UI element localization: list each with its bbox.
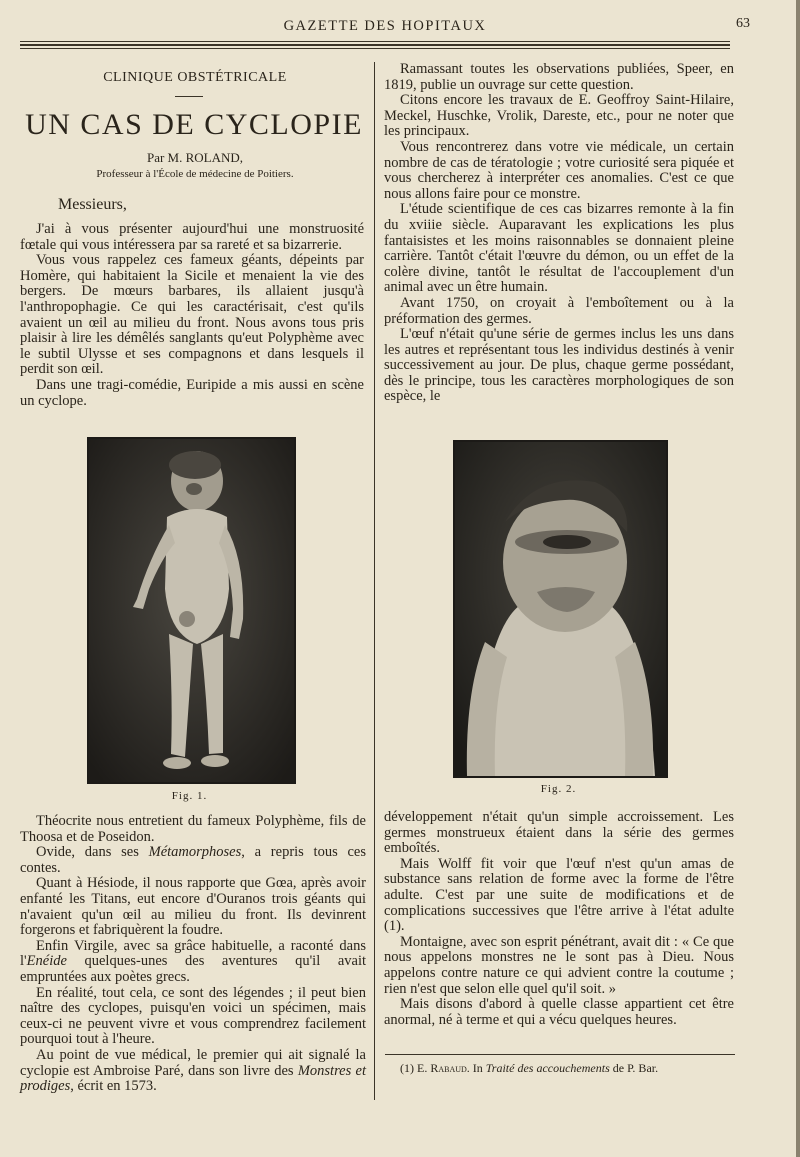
title-ornament-rule [175,96,203,97]
paragraph-text: Ovide, dans ses [36,844,149,861]
article-title: UN CAS DE CYCLOPIE [25,108,363,141]
paragraph-text: , a repris tous ces contes. [20,844,366,876]
column-divider [374,62,375,1100]
paragraph: Dans une tragi-comédie, Euripide a mis aussi en scène un cyclope. [20,376,364,409]
section-label: CLINIQUE OBSTÉTRICALE [103,70,287,85]
author-affiliation: Professeur à l'École de médecine de Poitiers. [96,168,294,180]
header-rule-thick [20,44,730,46]
page-number: 63 [736,16,750,31]
paragraph: développement n'était qu'un simple accroissement. Les germes monstrueux étaient dans la série des germes emboîtés. [384,809,734,857]
paragraph: Vous rencontrerez dans votre vie médicale, un certain nombre de cas de tératologie ; votre curiosité sera piquée et vous chercherez à interpréter ces anomalies. C'est ce que nous allons faire pour ce monstre. [384,138,734,202]
header-rule-thin [20,41,730,42]
page-edge [796,0,800,1157]
running-title: GAZETTE DES HOPITAUX [283,18,487,34]
infant-full-body-illustration [89,439,294,782]
footnote-marker: (1) E. [400,1061,431,1075]
paragraph: En réalité, tout cela, ce sont des légendes ; il peut bien naître des cyclopes, puisqu'en voici un spécimen, mais ceux-ci ne peuvent vivre et vous comprendrez facilement pourquoi tout à l'heure. [20,984,366,1048]
footnote-author: Rabaud [430,1061,467,1075]
paragraph: Citons encore les travaux de E. Geoffroy Saint-Hilaire, Meckel, Huschke, Vrolik, Dareste, etc., pour ne noter que les principaux. [384,92,734,140]
right-column-bottom [384,810,734,1028]
paragraph: Vous vous rappelez ces fameux géants, dépeints par Homère, qui habitaient la Sicile et menaient la vie des bergers. De mœurs barbares, ils allaient jusqu'à l'anthropophagie. Ce qui les caractérisait, c'est qu'ils avaient un œil au milieu du front. Nous avons tous pris plaisir à lire les démêlés sanglants qu'eut Polyphème avec le subtil Ulysse et ses compagnons et dans lesquels il perdit son œil. [20,252,364,378]
figure-1-caption: Fig. 1. [171,790,208,802]
paragraph: Avant 1750, on croyait à l'emboîtement ou à la préformation des germes. [384,294,734,327]
paragraph: Théocrite nous entretient du fameux Polyphème, fils de Thoosa et de Poseidon. [20,813,366,845]
paragraph: Ramassant toutes les observations publiées, Speer, en 1819, publie un ouvrage sur cette question. [384,61,734,93]
paragraph [20,939,366,986]
header-rule-lower [20,48,730,49]
paragraph-text: quelques-unes des aventures qu'il avait empruntées aux poètes grecs. [20,953,366,985]
footnote-text: de P. Bar. [609,1061,659,1075]
paragraph: J'ai à vous présenter aujourd'hui une monstruosité fœtale qui vous intéressera par sa rareté et sa bizarrerie. [20,221,364,253]
book-title-eneide: Enéide [26,953,67,970]
paragraph: Mais Wolff fit voir que l'œuf n'est qu'un amas de substance sans relation de forme avec la forme de l'être adulte. C'est par une suite de modifications et de complications successives que l'être arrive à l'état adulte (1). [384,855,734,935]
infant-head-closeup-illustration [455,442,666,776]
paragraph: L'œuf n'était qu'une série de germes inclus les uns dans les autres et représentant tous les individus destinés à venir successivement au jour. De plus, chaque germe possédant, dès le principe, tous les caractères morphologiques de son espèce, le [384,326,734,405]
left-column-bottom [20,814,366,1095]
footnote-rule [385,1054,735,1055]
footnote [400,1061,658,1076]
left-column-top [20,222,364,409]
right-column-top [384,62,734,405]
figure-1-photograph [87,437,296,784]
paragraph-text: , écrit en 1573. [70,1078,157,1095]
page-header [20,14,750,38]
paragraph: L'étude scientifique de ces cas bizarres remonte à la fin du xviiie siècle. Auparavant les explications les plus fantaisistes et les moins raisonnables se donnaient pleine carrière. Tantôt c'était l'œuvre du démon, ou un effet de la colère divine, tantôt le résultat de l'accouplement d'un animal avec un être humain. [384,201,734,296]
book-title-metamorphoses: Métamorphoses [148,844,242,861]
paragraph [20,845,366,876]
author-byline: Par M. ROLAND, [146,150,244,165]
book-title-monstres: Monstres et prodiges [20,1062,367,1095]
footnote-text: . In [466,1061,486,1075]
paragraph: Mais disons d'abord à quelle classe appartient cet être anormal, né à terme et qui a vécu quelques heures. [384,996,734,1028]
paragraph: Quant à Hésiode, il nous rapporte que Gœa, après avoir enfanté les Titans, eut encore d'Ouranos trois géants qui n'avaient qu'un œil au milieu du front. Ils devinrent forgerons et fabriquèrent la foudre. [20,875,366,939]
figure-2-caption: Fig. 2. [540,783,577,795]
figure-2-photograph [453,440,668,778]
paragraph-text: Enfin Virgile, avec sa grâce habituelle, a raconté dans l' [20,937,366,970]
salutation: Messieurs, [58,196,127,213]
paragraph-text: Au point de vue médical, le premier qui ait signalé la cyclopie est Ambroise Paré, dans son livre des [20,1046,366,1079]
footnote-work-title: Traité des accouchements [485,1061,610,1075]
paragraph [20,1048,366,1095]
paragraph: Montaigne, avec son esprit pénétrant, avait dit : « Ce que nous appelons monstres ne le sont pas à Dieu. Nous appelons contre nature ce qui advient contre la coutume ; rien n'est que selon elle quel qu'il soit. » [384,933,734,997]
